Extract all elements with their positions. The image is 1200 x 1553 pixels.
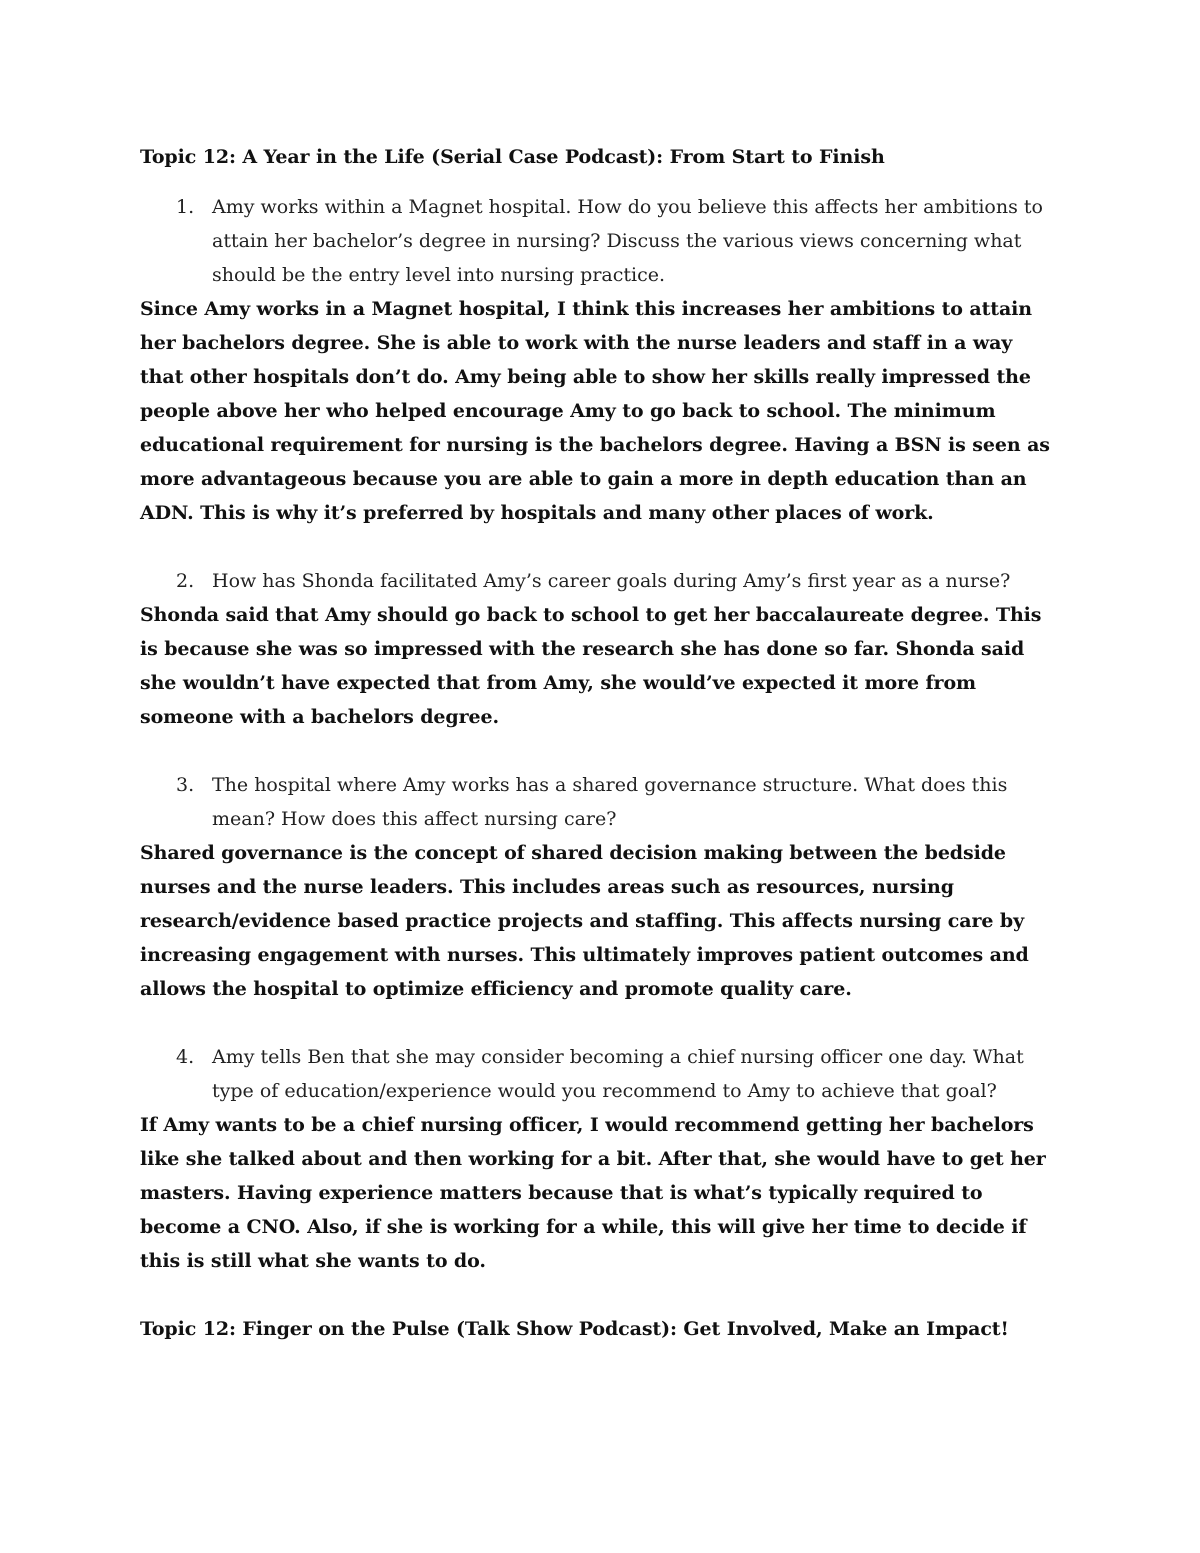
qa-item-2 [140, 564, 1060, 734]
answer-3: Shared governance is the concept of shared decision making between the bedside nurses and the nurse leaders. This includes areas such as resources, nursing research/evidence based practice projects and staffing. This affects nursing care by increasing engagement with nurses. This ultimately improves patient outcomes and allows the hospital to optimize efficiency and promote quality care. [140, 842, 1029, 1000]
answer-2: Shonda said that Amy should go back to school to get her baccalaureate degree. This is because she was so impressed with the research she has done so far. Shonda said she wouldn’t have expected that from Amy, she would’ve expected it more from someone with a bachelors degree. [140, 604, 1042, 728]
question-2 [140, 564, 1060, 598]
answer-1: Since Amy works in a Magnet hospital, I think this increases her ambitions to attain her bachelors degree. She is able to work with the nurse leaders and staff in a way that other hospitals don’t do. Amy being able to show her skills really impressed the people above her who helped encourage Amy to go back to school. The minimum educational requirement for nursing is the bachelors degree. Having a BSN is seen as more advantageous because you are able to gain a more in depth education than an ADN. This is why it’s preferred by hospitals and many other places of work. [140, 298, 1050, 524]
question-4 [140, 1040, 1060, 1108]
question-1 [140, 190, 1060, 292]
question-text: Amy tells Ben that she may consider becoming a chief nursing officer one day. What type of education/experience would you recommend to Amy to achieve that goal? [212, 1046, 1024, 1102]
answer-4: If Amy wants to be a chief nursing officer, I would recommend getting her bachelors like she talked about and then working for a bit. After that, she would have to get her masters. Having experience matters because that is what’s typically required to become a CNO. Also, if she is working for a while, this will give her time to decide if this is still what she wants to do. [140, 1114, 1046, 1272]
question-number: 3. [176, 774, 195, 796]
qa-item-3 [140, 768, 1060, 1006]
question-number: 1. [176, 196, 195, 218]
qa-item-1 [140, 190, 1060, 530]
qa-item-4 [140, 1040, 1060, 1278]
question-3 [140, 768, 1060, 836]
document-page [140, 140, 1060, 1362]
question-text: How has Shonda facilitated Amy’s career goals during Amy’s first year as a nurse? [212, 570, 1011, 592]
topic-heading: Topic 12: A Year in the Life (Serial Case Podcast): From Start to Finish [140, 146, 885, 168]
question-number: 2. [176, 570, 195, 592]
question-text: Amy works within a Magnet hospital. How do you believe this affects her ambitions to attain her bachelor’s degree in nursing? Discuss the various views concerning what should be the entry level into nursing practice. [212, 196, 1043, 286]
next-topic-heading: Topic 12: Finger on the Pulse (Talk Show Podcast): Get Involved, Make an Impact! [140, 1318, 1009, 1340]
question-text: The hospital where Amy works has a shared governance structure. What does this mean? How does this affect nursing care? [212, 774, 1008, 830]
question-number: 4. [176, 1046, 195, 1068]
